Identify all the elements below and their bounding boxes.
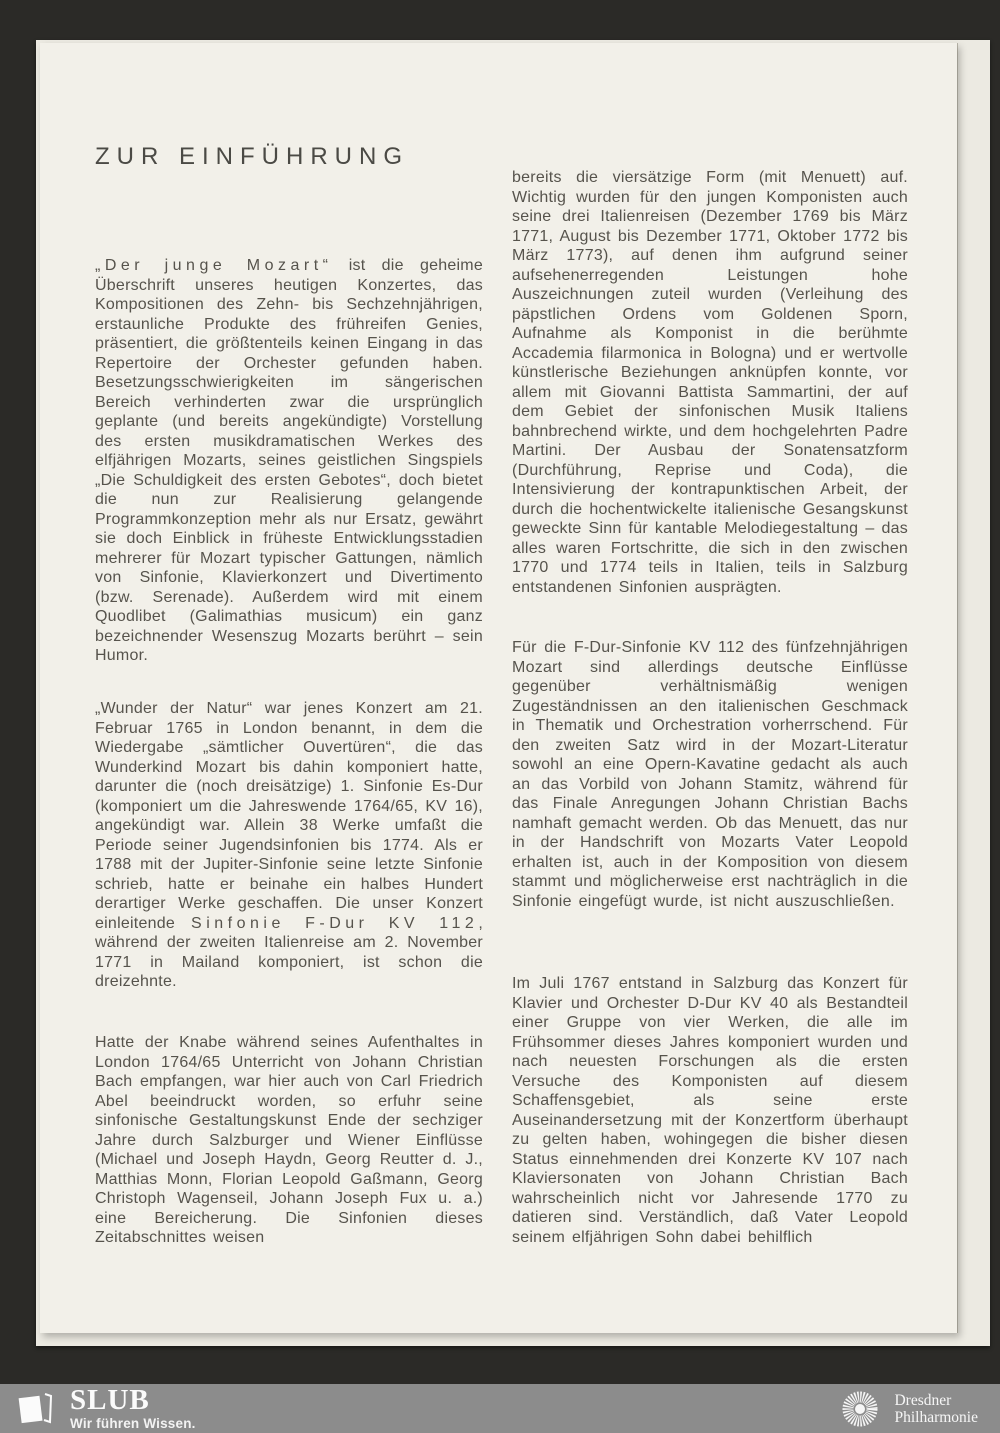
- slub-wordmark: SLUB: [70, 1384, 150, 1416]
- paragraph-lead-spaced: „Der junge Mozart“: [95, 257, 333, 274]
- footer-bar: [0, 1384, 1000, 1433]
- left-column-paragraph-3: Hatte der Knabe während seines Aufenthaltes in London 1764/65 Unterricht von Johann Christian Bach empfangen, war hier auch von Carl Friedrich Abel beeindruckt worden, so erfuhr seine sinfonische Gestaltungskunst Ende der sechziger Jahre durch Salzburger und Wiener Einflüsse (Michael und Joseph Haydn, Georg Reutter d. J., Matthias Monn, Florian Leopold Gaßmann, Georg Christoph Wagenseil, Johann Joseph Fux u. a.) eine Bereicherung. Die Sinfonien dieses Zeitabschnittes weisen: [95, 1034, 483, 1246]
- page-title: ZUR EINFÜHRUNG: [95, 143, 409, 170]
- work-title-spaced: Sinfonie F-Dur KV 112: [191, 914, 479, 932]
- philharmonie-line2: Philharmonie: [894, 1408, 978, 1426]
- right-column-paragraph-3: Im Juli 1767 entstand in Salzburg das Konzert für Klavier und Orchester D-Dur KV 40 als Bestandteil einer Gruppe von vier Werken, die alle im Frühsommer dieses Jahres komponiert wurden und nach neuesten Forschungen als die ersten Versuche des Komponisten auf diesem Schaffensgebiet, als seine erste Auseinandersetzung mit der Konzertform überhaupt zu gelten haben, wohingegen die bisher diesen Status einnehmenden drei Konzerte KV 107 nach Klaviersonaten von Johann Christian Bach wahrscheinlich nicht vor Jahresende 1770 zu datieren sind. Verständlich, daß Vater Leopold seinem elfjährigen Sohn dabei behilflich: [512, 975, 908, 1246]
- philharmonie-logo: [838, 1384, 978, 1433]
- open-book-icon: [16, 1388, 56, 1430]
- scanned-page: [40, 43, 957, 1333]
- philharmonie-line1: Dresdner: [894, 1391, 952, 1409]
- right-column-paragraph-2: Für die F-Dur-Sinfonie KV 112 des fünfzehnjährigen Mozart sind allerdings deutsche Einflüsse gegenüber verhältnismäßig wenigen Zugeständnissen an den italienischen Geschmack in Thematik und Orchestration vorherrschend. Für den zweiten Satz wird in der Mozart-Literatur sowohl an eine Opern-Kavatine gedacht als auch an das Vorbild von Johann Stamitz, während für das Finale Anregungen Johann Christian Bachs namhaft gemacht werden. Ob das Menuett, das nur in der Handschrift von Mozarts Vater Leopold erhalten ist, auch in der Komposition von diesem stammt und möglicherweise erst nachträglich in die Sinfonie eingefügt wurde, ist nicht auszuschließen.: [512, 639, 908, 910]
- paragraph-text: ist die geheime Überschrift unseres heutigen Konzertes, das Kompositionen des Zehn- bis Sechzehnjährigen, erstaunliche Produkte des frühreifen Genies, präsentiert, die größtenteils keinen Eingang in das Repertoire der Orchester gefunden haben. Besetzungsschwierigkeiten im sängerischen Bereich verhinderten zwar die ursprünglich geplante (und bereits angekündigte) Vorstellung des ersten musikdramatischen Werkes des elfjährigen Mozarts, seines geistlichen Singspiels „Die Schuldigkeit des ersten Gebotes“, doch bietet die nun zur Realisierung gelangende Programmkonzeption mehr als nur Ersatz, gewährt sie doch Einblick in früheste Entwicklungsstadien mehrerer für Mozart typischer Gattungen, nämlich von Sinfonie, Klavierkonzert und Divertimento (bzw. Serenade). Außerdem wird mit einem Quodlibet (Galimathias musicum) ein ganz bezeichnender Wesenszug Mozarts berührt – sein Humor.: [95, 257, 484, 664]
- slub-logo: [16, 1386, 196, 1431]
- left-column-paragraph-1: [95, 256, 483, 666]
- paragraph-text: „Wunder der Natur“ war jenes Konzert am 21. Februar 1765 in London benannt, in dem die Wiedergabe „sämtlicher Ouvertüren“, die das Wunderkind Mozart bis dahin komponiert hatte, darunter die (noch dreisätzige) 1. Sinfonie Es-Dur (komponiert um die Jahreswende 1764/65, KV 16), angekündigt war. Allein 38 Werke umfaßt die Periode seiner Jugendsinfonien bis 1774. Als er 1788 mit der Jupiter-Sinfonie seine letzte Sinfonie schrieb, hatte er beinahe ein halbes Hundert derartiger Werke geschaffen. Die unser Konzert einleitende: [95, 700, 483, 932]
- paragraph-text: , während der zweiten Italienreise am 2. November 1771 in Mailand komponiert, ist schon die dreizehnte.: [95, 914, 483, 990]
- left-column-paragraph-2: [95, 699, 483, 992]
- right-column-paragraph-1: bereits die viersätzige Form (mit Menuett) auf. Wichtig wurden für den jungen Komponisten auch seine drei Italienreisen (Dezember 1769 bis März 1771, August bis Dezember 1771, Oktober 1772 bis März 1773), auf denen ihm aufgrund seiner aufsehenerregenden Leistungen hohe Auszeichnungen zuteil wurden (Verleihung des päpstlichen Ordens vom Goldenen Sporn, Aufnahme als Komponist in die berühmte Accademia filarmonica in Bologna) und er wertvolle künstlerische Beziehungen anknüpfen konnte, vor allem mit Giovanni Battista Sammartini, der auf dem Gebiet der sinfonischen Musik Italiens bahnbrechend wirkte, und dem hochgelehrten Padre Martini. Der Ausbau der Sonatensatzform (Durchführung, Reprise und Coda), die Intensivierung der kontrapunktischen Arbeit, der durch die hochentwickelte italienische Gesangskunst geweckte Sinn für kantable Melodiegestaltung – das alles waren Fortschritte, die sich in den zwischen 1770 und 1774 teils in Italien, teils in Salzburg entstandenen Sinfonien ausprägten.: [512, 169, 908, 596]
- starburst-icon: [838, 1387, 882, 1431]
- slub-tagline: Wir führen Wissen.: [70, 1416, 196, 1431]
- philharmonie-wordmark: [894, 1392, 978, 1426]
